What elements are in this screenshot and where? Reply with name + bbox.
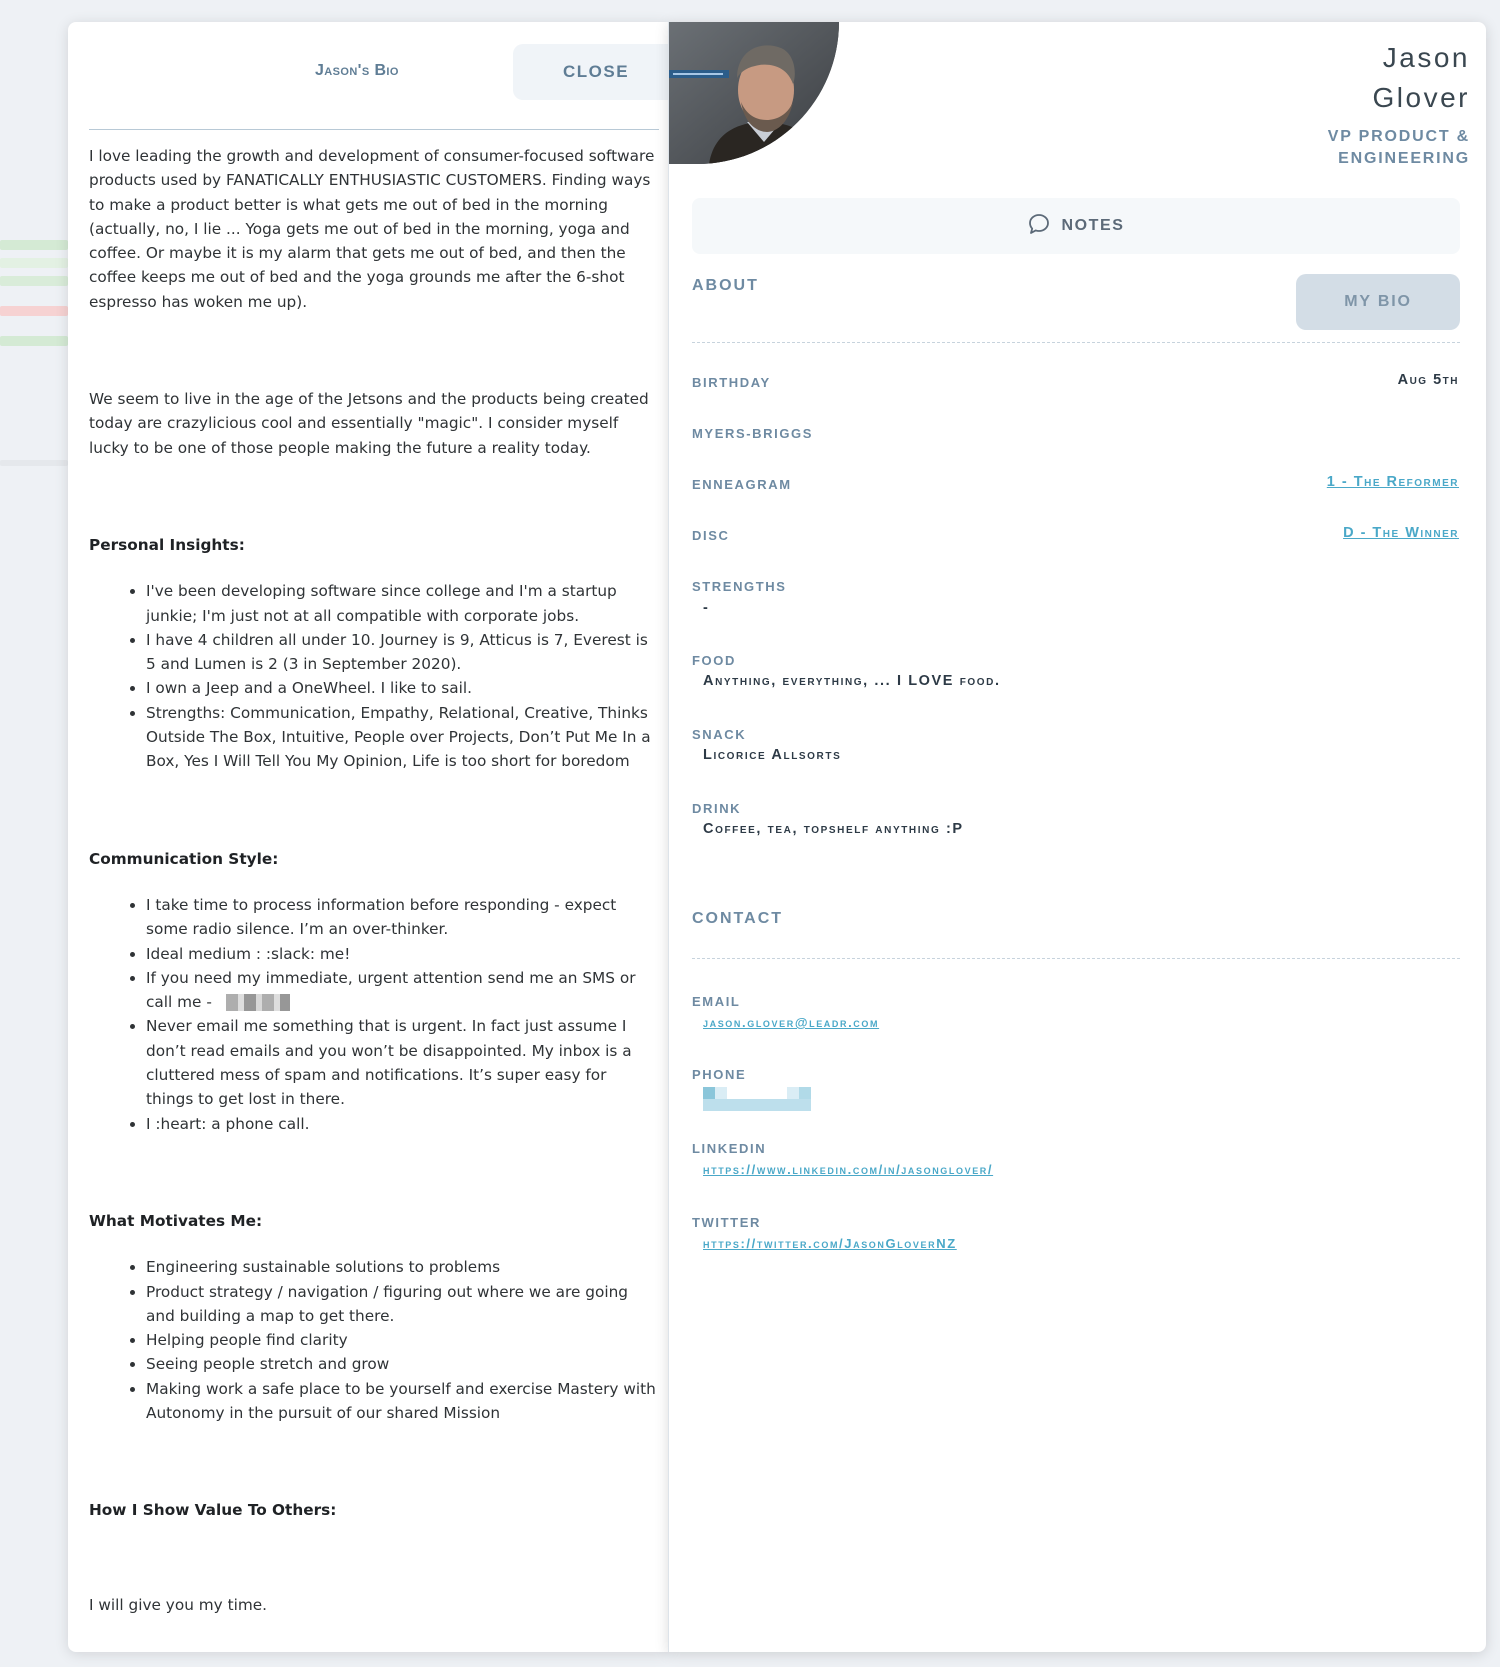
- phone-label: PHONE: [692, 1067, 747, 1082]
- personal-insights-heading: Personal Insights:: [89, 535, 245, 554]
- first-name: Jason: [1382, 42, 1470, 73]
- strengths-label: STRENGTHS: [692, 579, 787, 594]
- myers-briggs-label: MYERS-BRIGGS: [692, 426, 814, 441]
- email-label: EMAIL: [692, 994, 741, 1009]
- strengths-value: -: [703, 600, 710, 616]
- list-item: • I've been developing software since college and I'm a startup junkie; I'm just not at all compatible with corporate jobs.: [146, 579, 657, 628]
- backdrop-streak: [0, 240, 68, 250]
- bio-content: [89, 144, 657, 1617]
- bio-intro-paragraph: We seem to live in the age of the Jetsons and the products being created today are crazylicious cool and essentially "magic". I consider myself lucky to be one of those people making the future a reality today.: [89, 390, 649, 457]
- food-value: Anything, everything, ... I LOVE food.: [703, 673, 1001, 689]
- backdrop-streak: [0, 460, 68, 466]
- personal-insights-list: [89, 579, 657, 773]
- bio-header: [89, 22, 659, 130]
- food-label: FOOD: [692, 653, 736, 668]
- bio-panel: [68, 22, 668, 1652]
- backdrop-streak: [0, 258, 68, 268]
- backdrop-streak: [0, 276, 68, 286]
- enneagram-link[interactable]: 1 - The Reformer: [1326, 474, 1459, 490]
- what-motivates-me-heading: What Motivates Me:: [89, 1211, 263, 1230]
- list-item: [146, 966, 657, 1015]
- profile-panel: [668, 22, 1486, 1652]
- disc-link[interactable]: D - The Winner: [1343, 525, 1459, 541]
- list-item: • Engineering sustainable solutions to problems: [146, 1255, 657, 1279]
- role-line: VP PRODUCT &: [1327, 128, 1470, 145]
- bio-intro-paragraph: I love leading the growth and development of consumer-focused software products used by FANATICALLY ENTHUSIASTIC CUSTOMERS. Finding ways to make a product better is what gets me out of bed in the morning (actually, no, I lie ... Yoga gets me out of bed in the morning, yoga and coffee. Or maybe it is my alarm that gets me out of bed, and then the coffee keeps me out of bed and the yoga grounds me after the 6-shot espresso has woken me up).: [89, 147, 655, 311]
- contact-divider: [692, 958, 1460, 959]
- notes-button[interactable]: [692, 198, 1460, 254]
- list-item: • Helping people find clarity: [146, 1328, 657, 1352]
- list-item: • Product strategy / navigation / figuring out where we are going and building a map to get there.: [146, 1280, 657, 1329]
- avatar-photo: [669, 22, 839, 164]
- list-item-text: If you need my immediate, urgent attention send me an SMS or call me -: [146, 968, 636, 1012]
- snack-value: Licorice Allsorts: [703, 747, 842, 763]
- my-bio-button[interactable]: MY BIO: [1296, 274, 1460, 330]
- about-section-title: ABOUT: [692, 277, 759, 294]
- what-motivates-me-list: [89, 1255, 657, 1425]
- disc-label: DISC: [692, 528, 730, 543]
- list-item: • Seeing people stretch and grow: [146, 1352, 657, 1376]
- close-button[interactable]: CLOSE: [513, 44, 668, 100]
- list-item: • I take time to process information before responding - expect some radio silence. I’m an over-thinker.: [146, 893, 657, 942]
- backdrop-streak: [0, 336, 68, 346]
- list-item: • I own a Jeep and a OneWheel. I like to sail.: [146, 676, 657, 700]
- snack-label: SNACK: [692, 727, 747, 742]
- last-name: Glover: [1372, 82, 1470, 113]
- communication-style-list: [89, 893, 657, 1136]
- twitter-label: TWITTER: [692, 1215, 761, 1230]
- profile-name: [1373, 38, 1470, 118]
- contact-section-title: CONTACT: [692, 910, 784, 927]
- show-value-heading: How I Show Value To Others:: [89, 1501, 337, 1520]
- avatar: [669, 22, 839, 164]
- twitter-link[interactable]: https://twitter.com/JasonGloverNZ: [703, 1236, 957, 1251]
- drink-label: DRINK: [692, 801, 742, 816]
- notes-button-label: NOTES: [1061, 217, 1125, 234]
- role-line: ENGINEERING: [1338, 150, 1470, 167]
- list-item: • Strengths: Communication, Empathy, Relational, Creative, Thinks Outside The Box, Intuitive, People over Projects, Don’t Put Me In a Box, Yes I Will Tell You My Opinion, Life is too short for boredom: [146, 701, 657, 774]
- redacted-phone-value: [703, 1087, 811, 1111]
- drink-value: Coffee, tea, topshelf anything :P: [703, 821, 964, 837]
- backdrop-streak: [0, 306, 68, 316]
- list-item: • I have 4 children all under 10. Journey is 9, Atticus is 7, Everest is 5 and Lumen is 2 (3 in September 2020).: [146, 628, 657, 677]
- about-divider: [692, 342, 1460, 343]
- list-item: • Making work a safe place to be yourself and exercise Mastery with Autonomy in the pursuit of our shared Mission: [146, 1377, 657, 1426]
- profile-role: [1328, 126, 1470, 170]
- communication-style-heading: Communication Style:: [89, 849, 279, 868]
- speech-bubble-icon: [1027, 212, 1051, 241]
- redacted-phone-number: [226, 994, 290, 1011]
- list-item: • Never email me something that is urgent. In fact just assume I don’t read emails and you won’t be disappointed. My inbox is a cluttered mess of spam and notifications. It’s super easy for things to get lost in there.: [146, 1014, 657, 1111]
- birthday-value: Aug 5th: [1397, 372, 1459, 388]
- list-item: • Ideal medium : :slack: me!: [146, 942, 657, 966]
- enneagram-label: ENNEAGRAM: [692, 477, 792, 492]
- email-link[interactable]: jason.glover@leadr.com: [703, 1015, 880, 1030]
- list-item: • I :heart: a phone call.: [146, 1112, 657, 1136]
- show-value-text: I will give you my time.: [89, 1595, 267, 1614]
- linkedin-link[interactable]: https://www.linkedin.com/in/jasonglover/: [703, 1162, 994, 1177]
- birthday-label: BIRTHDAY: [692, 375, 771, 390]
- linkedin-label: LINKEDIN: [692, 1141, 767, 1156]
- bio-title: Jason's Bio: [315, 62, 399, 79]
